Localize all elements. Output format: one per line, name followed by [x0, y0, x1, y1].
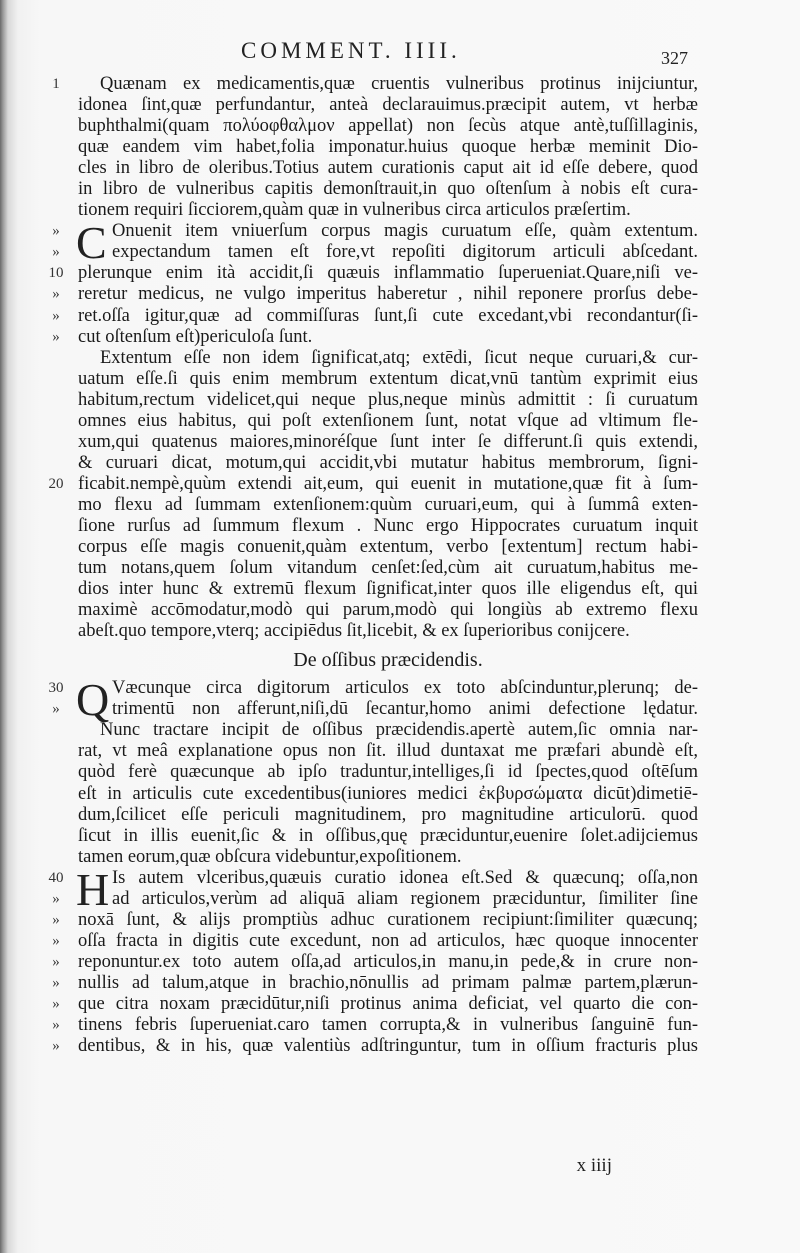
text-line [52, 1015, 698, 1036]
line-text: Onuenit item vniuerſum corpus magis curuatum eſſe, quàm extentum. [112, 221, 698, 242]
line-text: Quænam ex medicamentis,quæ cruentis vulneribus protinus inijciuntur, [100, 74, 698, 94]
line-text: rat, vt meâ explanatione opus non ſit. illud duntaxat me præfari abundè eſt, [78, 741, 698, 762]
body-text [48, 74, 698, 1057]
page-number: 327 [661, 48, 688, 68]
line-text: habitum,rectum videlicet,qui neque plus,neque minùs admittit : ſi curuatum [78, 389, 698, 410]
line-text: cut oſtenſum eſt)periculoſa ſunt. [78, 326, 313, 347]
line-text: maximè accōmodatur,modò qui parum,modò qui longiùs ab extremo flexu [78, 600, 698, 621]
line-text: reretur medicus, ne vulgo imperitus haberetur , nihil reponere prorſus debe- [78, 284, 698, 305]
line-text: ret.oſſa igitur,quæ ad commiſſuras ſunt,ſi cute excedant,vbi recondantur(ſi- [78, 305, 698, 326]
section-heading [78, 642, 698, 678]
margin-marker: » [52, 932, 60, 949]
text-line [78, 369, 698, 390]
line-text: ad articulos,verùm ad aliquā aliam regionem præciduntur, ſimiliter ſine [112, 888, 698, 909]
line-text: tum notans,quem ſolum vitandum cenſet:ſed,cùm ait curuatum,habitus me- [78, 558, 698, 579]
text-line [48, 473, 698, 495]
line-text: Væcunque circa digitorum articulos ex toto abſcinduntur,plerunq; de- [112, 678, 698, 699]
margin-marker: » [52, 1038, 60, 1055]
line-text: & curuari dicat, motum,qui accidit,vbi mutatur habitus membrorum, ſigni- [78, 452, 698, 473]
page-header [0, 38, 800, 68]
text-line [52, 284, 698, 305]
line-text: mo flexu ad ſummam extenſionem:quùm curuari,eum, qui à ſummâ exten- [78, 494, 698, 515]
text-line [52, 242, 698, 263]
line-text: ſicut in illis euenit,ſic & in oſſibus,quę præciduntur,euenire ſolet.adijciemus [78, 825, 698, 846]
line-text: plerunque enim ità accidit,ſi quæuis inflammatio ſuperueniat.Quare,niſi ve- [78, 263, 698, 284]
text-line [78, 600, 698, 621]
line-text: noxā ſunt, & alijs promptiùs adhuc curationem recipiunt:ſimiliter quæcunq; [78, 909, 698, 930]
line-text: idonea ſint,quæ perfundantur, anteà declarauimus.præcipit autem, vt herbæ [78, 95, 698, 116]
text-line [52, 909, 698, 931]
text-line [78, 621, 698, 642]
margin-marker: » [52, 911, 60, 928]
line-text: ſione rurſus ad ſummum flexum . Nunc ergo Hippocrates curuatum inquit [78, 515, 698, 536]
text-line [78, 495, 698, 516]
text-line [52, 699, 698, 720]
line-text: cles in libro de oleribus.Totius autem curationis caput ait id eſſe debere, quod [78, 158, 698, 179]
line-text: tinens febris ſuperueniat.caro tamen corrupta,& in vulneribus ſanguinē fun- [78, 1015, 698, 1036]
text-line [78, 348, 698, 369]
line-text: buphthalmi(quam πολύοφθαλμον appellat) non ſecùs atque antè,tuſſillaginis, [78, 116, 698, 137]
margin-marker: » [52, 953, 60, 970]
margin-marker: 1 [52, 76, 60, 92]
line-text: nullis ad talum,atque in brachio,nōnullis ad primam palmæ partem,plærun- [78, 972, 698, 993]
margin-marker: 20 [48, 475, 64, 492]
line-text: dum,ſcilicet eſſe periculi magnitudinem, pro magnitudine articulorū. quod [78, 804, 698, 825]
text-line [78, 558, 698, 579]
line-text: xum,qui quatenus maiores,minoréſque ſunt inter ſe differunt.ſi quis extendi, [78, 431, 698, 452]
line-text: tionem requiri ſicciorem,quàm quæ in vulneribus circa articulos præſertim. [78, 200, 631, 221]
text-line [78, 95, 698, 116]
line-text: Extentum eſſe non idem ſignificat,atq; extēdi, ſicut neque curuari,& cur- [100, 347, 698, 368]
drop-capital: Q [76, 674, 110, 726]
margin-marker: » [52, 286, 60, 303]
margin-marker: » [52, 974, 60, 991]
text-line [78, 579, 698, 600]
margin-marker: » [52, 244, 60, 261]
text-line [48, 263, 698, 284]
line-text: uatum eſſe.ſi quis enim membrum extentum dicat,vnū tantùm exprimit eius [78, 368, 698, 389]
catchword: x iiij [576, 1155, 612, 1176]
line-text: abeſt.quo tempore,vterq; accipiēdus ſit,licebit, & ex ſuperioribus conijcere. [78, 621, 630, 642]
margin-marker: » [52, 328, 60, 345]
line-text: que citra noxam præcidūtur,niſi protinus anima deficiat, vel quarto die con- [78, 993, 698, 1014]
margin-marker: » [52, 307, 60, 324]
line-text: in libro de vulneribus capitis demonſtrauit,in quo oſtenſum à nobis eſt cura- [78, 179, 698, 200]
line-text: corpus eſſe magis conuenit,quàm extentum, verbo [extentum] rectum habi- [78, 537, 698, 558]
line-text: Is autem vlceribus,quæuis curatio idonea eſt.Sed & quæcunq; oſſa,non [112, 867, 698, 888]
text-line [78, 826, 698, 847]
line-text: omnes eius habitus, qui poſt extenſionem ſunt, notat vſque ad vltimum fle- [78, 410, 698, 431]
text-line [78, 784, 698, 805]
drop-capital: H [76, 863, 110, 915]
text-line [52, 951, 698, 973]
text-line [78, 741, 698, 762]
text-line [52, 993, 698, 1015]
text-line [52, 305, 698, 327]
line-text: tamen eorum,quæ obſcura videbuntur,expoſitionem. [78, 846, 462, 867]
line-text: oſſa fracta in digitis cute excedunt, non ad articulos, hæc quoque innocenter [78, 930, 698, 951]
text-line [78, 390, 698, 411]
text-line [52, 888, 698, 910]
text-line [78, 453, 698, 474]
running-head: COMMENT. IIII. [241, 38, 461, 63]
margin-marker: » [52, 890, 60, 907]
line-text: ficabit.nempè,quùm extendi ait,eum, qui euenit in mutatione,quæ fit à ſum- [78, 473, 698, 494]
text-line [78, 516, 698, 537]
text-line [52, 930, 698, 952]
text-line [78, 847, 698, 868]
margin-marker: 40 [48, 869, 64, 886]
text-line [52, 326, 698, 348]
line-text: De oſſibus præcidendis. [293, 649, 483, 672]
margin-marker: 30 [48, 680, 64, 697]
line-text: dios inter hunc & extremū flexum ſignificat,inter quos ille eligendus eſt, qui [78, 579, 698, 600]
margin-marker: » [52, 701, 60, 718]
margin-marker: » [52, 223, 60, 240]
text-line [52, 74, 698, 95]
line-text: dentibus, & in his, quæ valentiùs adſtringuntur, tum in oſſium fracturis plus [78, 1036, 698, 1057]
text-line [52, 1036, 698, 1057]
margin-marker: » [52, 995, 60, 1012]
text-line [78, 158, 698, 179]
drop-capital: C [76, 217, 107, 269]
text-line [52, 972, 698, 994]
line-text: reponuntur.ex toto autem oſſa,ad articulos,in manu,in pede,& in crure non- [78, 951, 698, 972]
line-text: eſt in articulis cute excedentibus(iuniores medici ἐκβυρσώματα dicūt)dimetiē- [78, 783, 698, 804]
margin-marker: 10 [48, 265, 64, 282]
text-line [78, 179, 698, 200]
text-line [78, 720, 698, 741]
text-line [78, 805, 698, 826]
text-line [78, 762, 698, 783]
text-line [78, 411, 698, 432]
text-line [78, 537, 698, 558]
line-text: trimentū non afferunt,niſi,dū ſecantur,homo animi defectione lędatur. [112, 699, 698, 720]
text-line [78, 137, 698, 158]
line-text: quòd ferè quæcunque ab ipſo traduntur,intelliges,ſi id ſpectes,quod oſtēſum [78, 762, 698, 783]
line-text: quæ eandem vim habet,folia imponatur.huius quoque herbæ meminit Dio- [78, 137, 698, 158]
line-text: Nunc tractare incipit de oſſibus præcidendis.apertè autem,ſic omnia nar- [100, 720, 698, 741]
text-line [78, 116, 698, 137]
margin-marker: » [52, 1017, 60, 1034]
text-line [78, 432, 698, 453]
line-text: expectandum tamen eſt fore,vt repoſiti digitorum articuli abſcedant. [112, 242, 698, 263]
text-line [78, 200, 698, 221]
